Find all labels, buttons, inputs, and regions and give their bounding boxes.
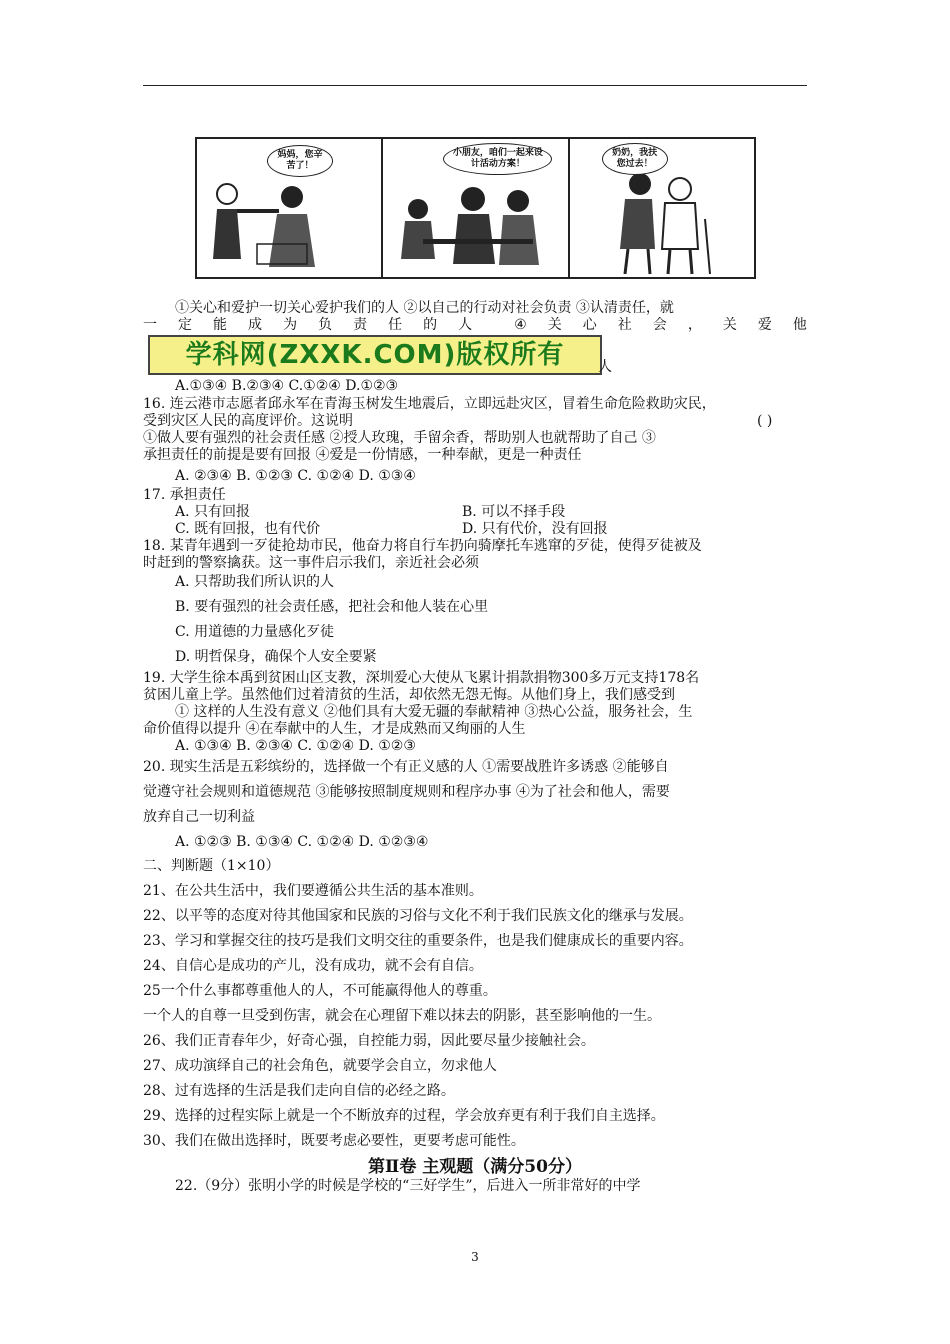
q22-stem: 22.（9分）张明小学的时候是学校的“三好学生”，后进入一所非常好的中学 xyxy=(175,1178,641,1194)
q17-option-a: A. 只有回报 xyxy=(175,504,251,520)
speech-bubble-3: 奶奶，我扶您过去！ xyxy=(602,143,668,175)
q18-stem-line1: 18. 某青年遇到一歹徒抢劫市民，他奋力将自行车扔向骑摩托车逃窜的歹徒，使得歹徒被及 xyxy=(143,538,702,554)
q15-line2-char: 定 xyxy=(178,317,193,333)
judgement-item: 21、在公共生活中，我们要遵循公共生活的基本准则。 xyxy=(143,883,483,899)
judgement-item: 22、以平等的态度对待其他国家和民族的习俗与文化不利于我们民族文化的继承与发展。 xyxy=(143,908,693,924)
q19-options-line2: 命价值得以提升 ④在奉献中的人生，才是成熟而又绚丽的人生 xyxy=(143,721,526,737)
q15-line2-char: 能 xyxy=(213,317,228,333)
q19-answer-choices: A. ①③④ B. ②③④ C. ①②④ D. ①②③ xyxy=(175,738,416,754)
q15-options-line3-tail: 人 xyxy=(598,359,612,375)
comic-panel-3 xyxy=(570,139,754,277)
q20-answer-choices: A. ①②③ B. ①③④ C. ①②④ D. ①②③④ xyxy=(175,834,429,850)
judgement-item: 25一个什么事都尊重他人的人，不可能赢得他人的尊重。 xyxy=(143,983,497,999)
q15-line2-char: 责 xyxy=(353,317,368,333)
q17-option-b: B. 可以不择手段 xyxy=(462,504,566,520)
section-heading-judgement: 二、判断题（1×10） xyxy=(143,858,280,874)
q20-stem-line3: 放弃自己一切利益 xyxy=(143,809,255,825)
comic-strip xyxy=(195,137,756,279)
q18-option-c: C. 用道德的力量感化歹徒 xyxy=(175,624,335,640)
q15-line2-char: 他 xyxy=(792,317,807,333)
q15-line2-char: 的 xyxy=(423,317,438,333)
q18-stem-line2: 时赶到的警察擒获。这一事件启示我们，亲近社会必须 xyxy=(143,555,479,571)
q16-stem-line1: 16. 连云港市志愿者邱永军在青海玉树发生地震后，立即远赴灾区，冒着生命危险救助灾民， xyxy=(143,396,716,412)
q15-line2-char: 负 xyxy=(318,317,333,333)
speech-bubble-1: 妈妈，您辛苦了！ xyxy=(267,145,333,177)
q15-line2-char: 成 xyxy=(248,317,263,333)
q18-option-a: A. 只帮助我们所认识的人 xyxy=(175,574,335,590)
q16-options-line2: 承担责任的前提是要有回报 ④爱是一份情感，一种奉献，更是一种责任 xyxy=(143,447,582,463)
q17-option-c: C. 既有回报，也有代价 xyxy=(175,521,321,537)
q17-option-d: D. 只有代价，没有回报 xyxy=(462,521,608,537)
comic-panel-1 xyxy=(197,139,383,277)
q15-line2-char: 人 xyxy=(458,317,473,333)
header-rule xyxy=(143,85,807,86)
q15-options-line2 xyxy=(143,317,807,333)
q15-line2-char: 一 xyxy=(143,317,157,333)
q15-line2-char: 心 xyxy=(582,317,597,333)
judgement-item: 27、成功演绎自己的社会角色，就要学会自立，勿求他人 xyxy=(143,1058,497,1074)
q16-options-line1: ①做人要有强烈的社会责任感 ②授人玫瑰，手留余香，帮助别人也就帮助了自己 ③ xyxy=(143,430,656,446)
judgement-item: 26、我们正青春年少，好奇心强，自控能力弱，因此要尽量少接触社会。 xyxy=(143,1033,595,1049)
q16-answer-bracket: ( ) xyxy=(757,413,773,429)
judgement-item: 24、自信心是成功的产儿，没有成功，就不会有自信。 xyxy=(143,958,483,974)
judgement-item: 28、过有选择的生活是我们走向自信的必经之路。 xyxy=(143,1083,455,1099)
q20-stem-line2: 觉遵守社会规则和道德规范 ③能够按照制度规则和程序办事 ④为了社会和他人，需要 xyxy=(143,784,670,800)
q19-stem-line2: 贫困儿童上学。虽然他们过着清贫的生活，却依然无怨无悔。从他们身上，我们感受到 xyxy=(143,687,675,703)
comic-panel-2 xyxy=(383,139,569,277)
q19-options-line1: ① 这样的人生没有意义 ②他们具有大爱无疆的奉献精神 ③热心公益，服务社会，生 xyxy=(175,704,693,720)
q15-line2-char: ④ xyxy=(514,317,527,333)
judgement-item: 23、学习和掌握交往的技巧是我们文明交往的重要条件，也是我们健康成长的重要内容。 xyxy=(143,933,693,949)
q15-options-line1: ①关心和爱护一切关心爱护我们的人 ②以自己的行动对社会负责 ③认清责任，就 xyxy=(175,300,674,316)
q15-line2-char: 为 xyxy=(283,317,298,333)
judgement-item: 30、我们在做出选择时，既要考虑必要性，更要考虑可能性。 xyxy=(143,1133,525,1149)
q15-line2-char: 任 xyxy=(388,317,403,333)
q15-line2-char: 关 xyxy=(722,317,737,333)
judgement-item: 29、选择的过程实际上就是一个不断放弃的过程，学会放弃更有利于我们自主选择。 xyxy=(143,1108,665,1124)
q16-answer-choices: A. ②③④ B. ①②③ C. ①②④ D. ①③④ xyxy=(175,468,416,484)
q16-stem-line2: 受到灾区人民的高度评价。这说明 xyxy=(143,413,353,429)
q20-stem-line1: 20. 现实生活是五彩缤纷的，选择做一个有正义感的人 ①需要战胜许多诱惑 ②能够自 xyxy=(143,759,669,775)
judgement-item: 一个人的自尊一旦受到伤害，就会在心理留下难以抹去的阴影，甚至影响他的一生。 xyxy=(143,1008,661,1024)
q15-line2-char: 关 xyxy=(547,317,562,333)
q15-line2-char: 爱 xyxy=(757,317,772,333)
q17-stem: 17. 承担责任 xyxy=(143,487,226,503)
q15-answer-choices: A.①③④ B.②③④ C.①②④ D.①②③ xyxy=(175,378,399,394)
q19-stem-line1: 19. 大学生徐本禹到贫困山区支教，深圳爱心大使从飞累计捐款捐物300多万元支持178名 xyxy=(143,670,700,686)
q18-option-d: D. 明哲保身，确保个人安全要紧 xyxy=(175,649,377,665)
speech-bubble-2: 小朋友，咱们一起来设计活动方案！ xyxy=(443,143,552,175)
page-number: 3 xyxy=(471,1250,479,1264)
q15-line2-char: 社 xyxy=(617,317,632,333)
watermark-logo: 学科网(ZXXK.COM)版权所有 xyxy=(148,335,602,375)
q15-line2-char: 会 xyxy=(652,317,667,333)
q18-option-b: B. 要有强烈的社会责任感，把社会和他人装在心里 xyxy=(175,599,489,615)
part2-heading: 第Ⅱ卷 主观题（满分50分） xyxy=(368,1157,582,1177)
q15-line2-char: ， xyxy=(687,317,702,333)
